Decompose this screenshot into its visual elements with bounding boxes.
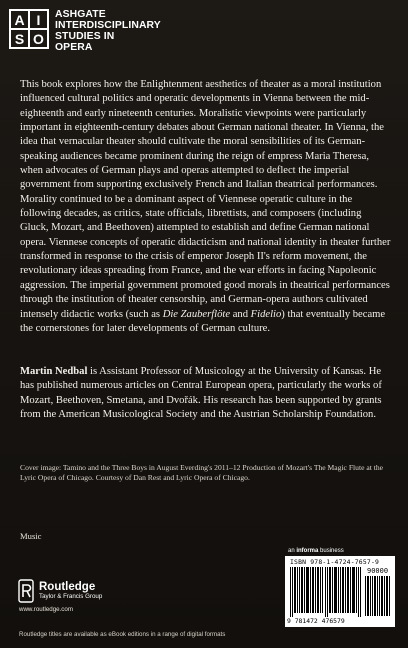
informa-name: informa xyxy=(296,548,319,554)
opera-title: Die Zauberflöte xyxy=(162,308,231,320)
logo-letter: I xyxy=(29,10,48,29)
informa-suffix: business xyxy=(318,548,344,554)
addon-bars xyxy=(365,576,391,616)
subject-category: Music xyxy=(20,531,42,541)
informa-tagline xyxy=(288,548,344,554)
publisher-name: Routledge xyxy=(39,581,96,593)
aiso-logo-mark xyxy=(9,9,49,49)
opera-title: Fidelio xyxy=(250,308,282,320)
barcode xyxy=(285,556,395,627)
author-name: Martin Nedbal xyxy=(20,366,88,377)
description-text: This book explores how the Enlightenment aesthetics of theater as a moral institution influenced cultural politics and operatic developments in Vienna between the mid-eighteenth and early nineteenth centuries. Moralistic viewpoints were particularly important in eighteenth-century debates about German national theater. In Vienna, the idea that vernacular theater should cultivate the moral sensibilities of its German-speaking audiences became prominent during the reign of empress Maria Theresa, when advocates of German plays and operas attempted to deflect the imperial government from supporting exclusively French and Italian theatrical performances. Morality continued to be a dominant aspect of Viennese operatic culture in the following decades, as critics, state officials, librettists, and composers (including Gluck, Mozart, and Beethoven) attempted to establish and define German national opera. Viennese concepts of operatic didacticism and national identity in theater further transformed in response to the crisis of emperor Joseph II's reform movement, the revolutionary ideas spreading from France, and the war efforts in facing Napoleonic aggression. The imperial government promoted good morals in theatrical performances through the institution of theater censorship, and German-opera authors cultivated intensely didactic works (such as xyxy=(20,79,391,320)
series-line: ASHGATE xyxy=(55,9,106,20)
isbn-text: ISBN 978-1-4724-7657-9 xyxy=(290,558,380,566)
series-logo xyxy=(9,9,161,53)
publisher-group: Taylor & Francis Group xyxy=(39,593,103,600)
informa-prefix: an xyxy=(288,548,297,554)
price-code: 90000 xyxy=(367,567,389,575)
ean-digits: 9 781472 476579 xyxy=(287,617,345,625)
author-bio xyxy=(20,365,392,422)
series-line: OPERA xyxy=(55,42,93,53)
logo-letter: S xyxy=(10,29,29,48)
series-line: STUDIES IN xyxy=(55,31,115,42)
logo-letter: A xyxy=(10,10,29,29)
ean-bars xyxy=(289,567,363,617)
publisher-url: www.routledge.com xyxy=(19,606,73,613)
description-text: ) that eventually became the cornerstones for later developments of German culture. xyxy=(20,308,386,334)
series-line: INTERDISCIPLINARY xyxy=(55,20,161,31)
description-text: and xyxy=(230,308,251,320)
ebook-note: Routledge titles are available as eBook editions in a range of digital formats xyxy=(19,631,226,638)
series-title xyxy=(55,9,161,53)
cover-image-credit: Cover image: Tamino and the Three Boys in August Everding's 2011–12 Production of Mozart's The Magic Flute at the Lyric Opera of Chicago. Courtesy of Dan Rest and Lyric Opera of Chicago. xyxy=(20,463,383,482)
logo-letter: O xyxy=(29,29,48,48)
author-bio-text: is Assistant Professor of Musicology at the University of Kansas. He has published numerous articles on Central European opera, particularly the works of Mozart, Beethoven, Smetana, and Dvořák. His research has been supported by grants from the American Musicological Society and the Austrian Scholarship Foundation. xyxy=(20,366,382,421)
book-description xyxy=(20,78,392,336)
routledge-r-icon xyxy=(17,578,35,604)
routledge-logo xyxy=(17,578,102,604)
